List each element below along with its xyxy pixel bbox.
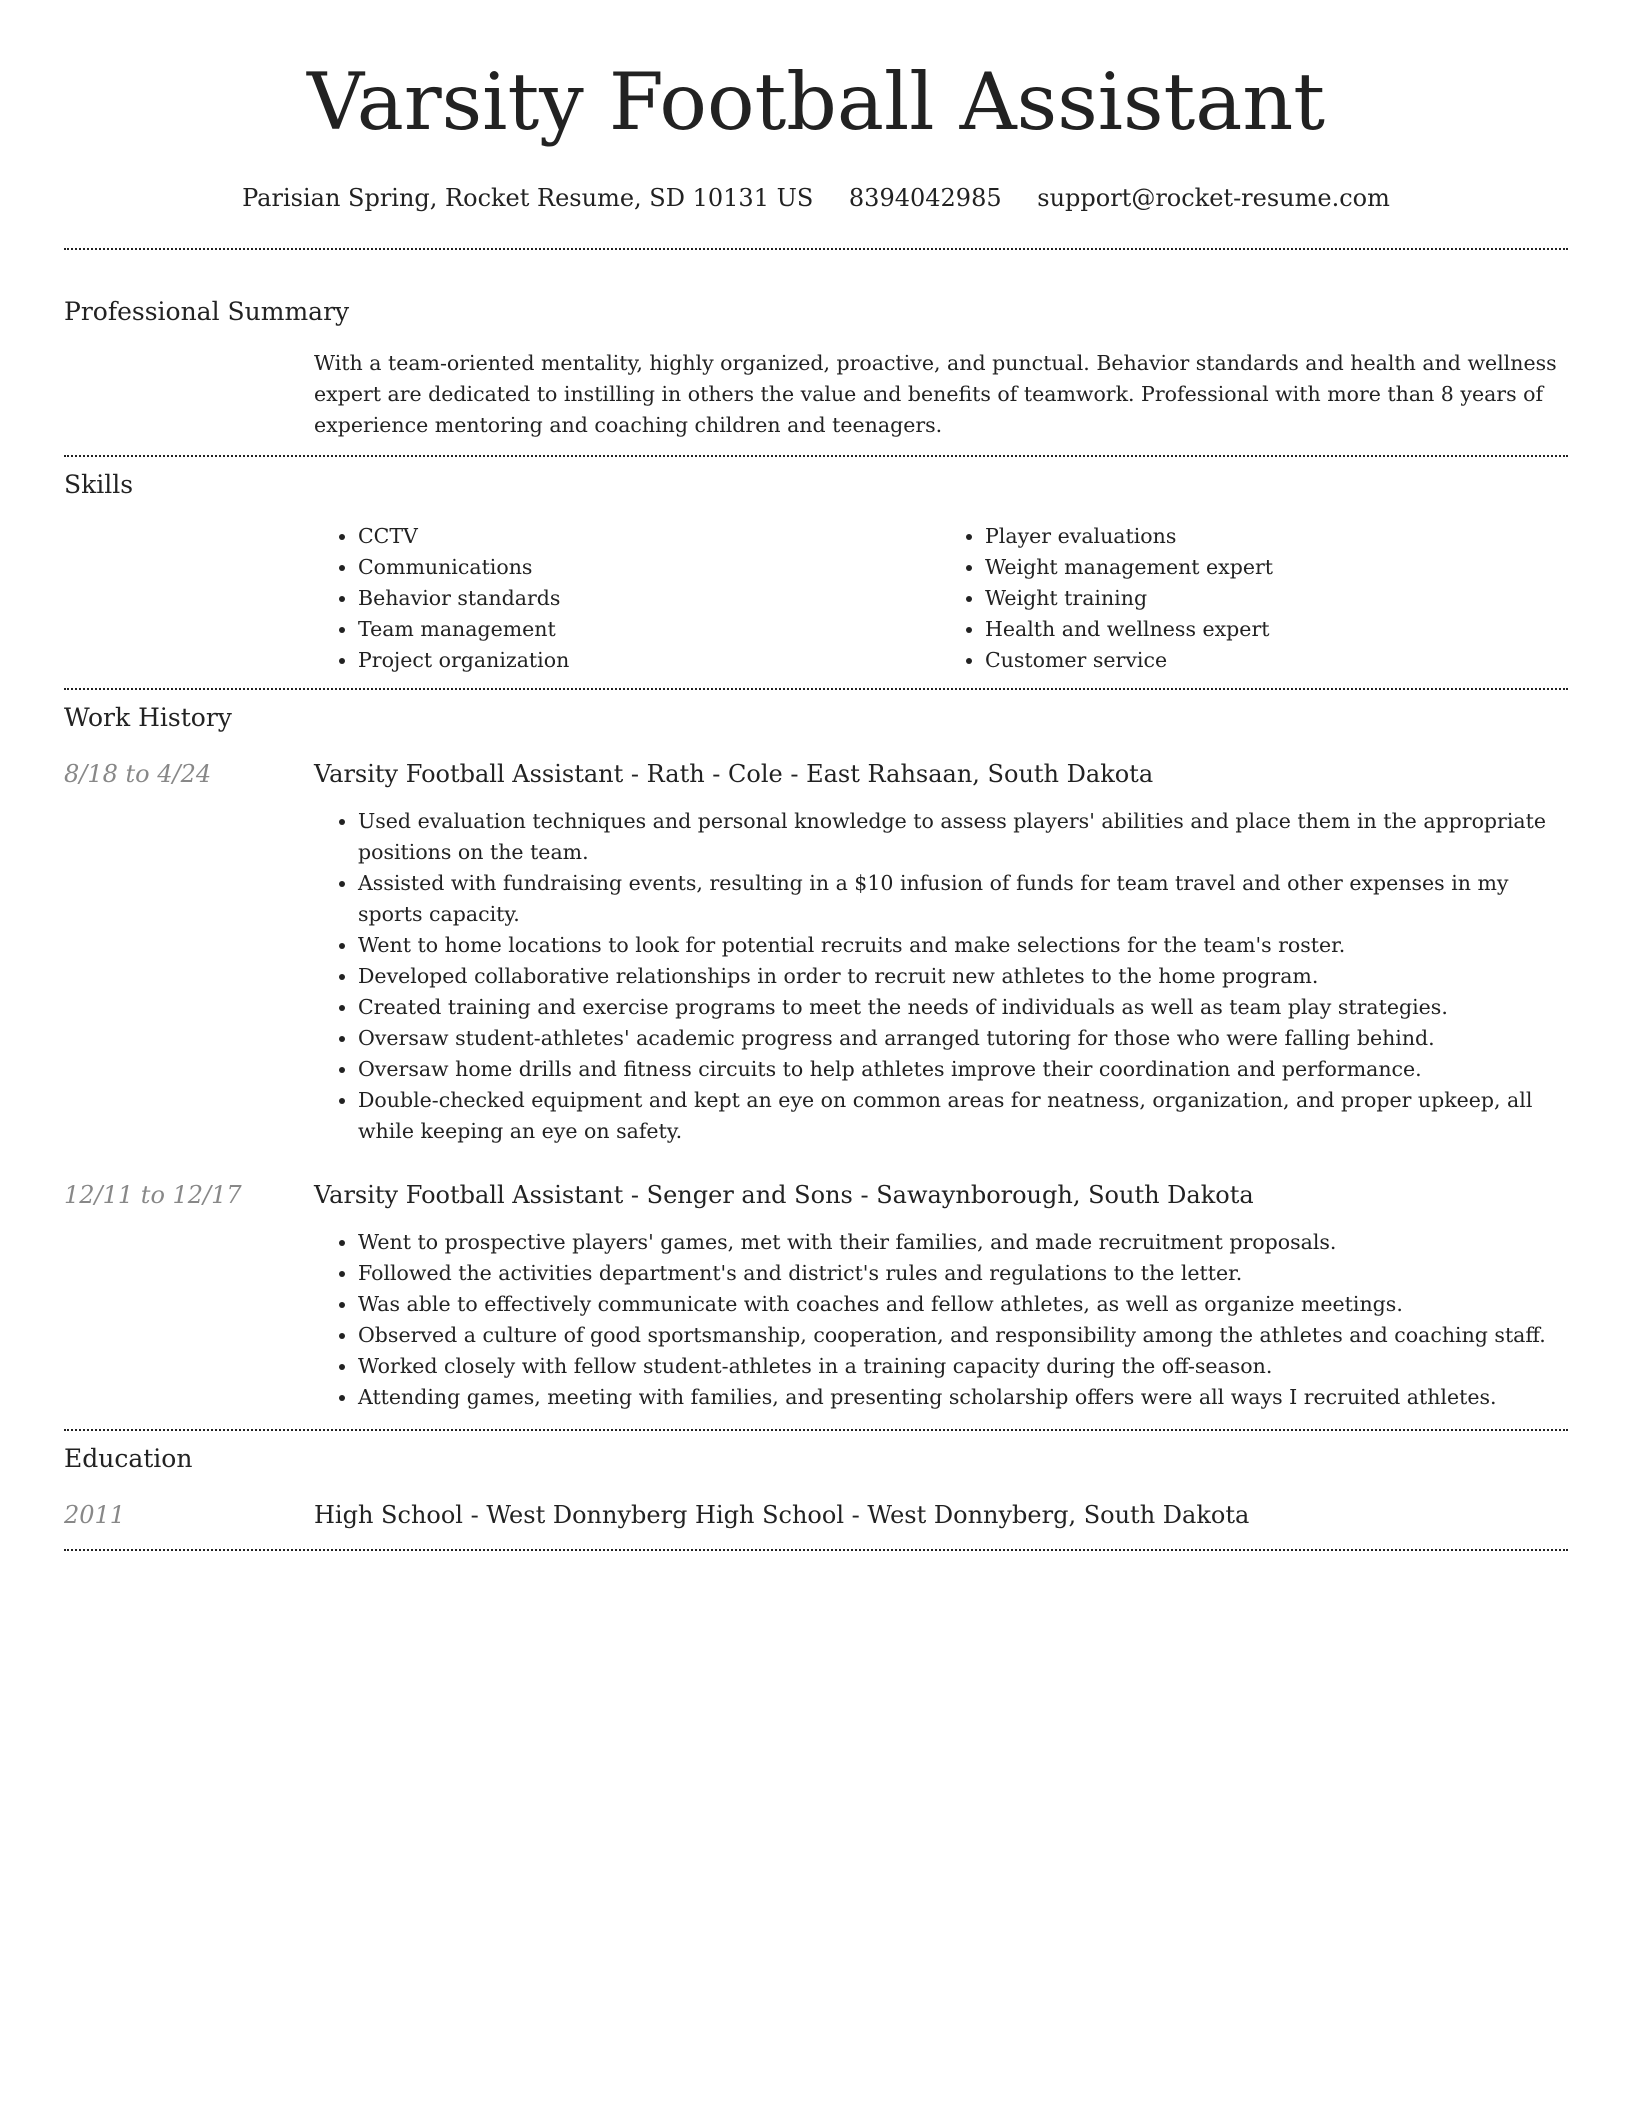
education-year: 2011 bbox=[64, 1501, 126, 1529]
skill-item: • Weight training bbox=[985, 583, 1568, 614]
summary-title: Professional Summary bbox=[64, 297, 350, 326]
contact-line bbox=[64, 182, 1568, 214]
job-bullet: • Oversaw home drills and fitness circuits to help athletes improve their coordination and performance. bbox=[358, 1054, 1568, 1085]
job-bullet: • Double-checked equipment and kept an eye on common areas for neatness, organization, and proper upkeep, all while keeping an eye on safety. bbox=[358, 1085, 1568, 1147]
skill-item: • Communications bbox=[358, 552, 941, 583]
skill-item: • Customer service bbox=[985, 645, 1568, 676]
job-bullet: • Was able to effectively communicate with coaches and fellow athletes, as well as organize meetings. bbox=[358, 1289, 1568, 1320]
job-bullet: • Went to prospective players' games, met with their families, and made recruitment proposals. bbox=[358, 1227, 1568, 1258]
skills-list-left bbox=[314, 521, 941, 676]
contact-address: Parisian Spring, Rocket Resume, SD 10131 US bbox=[242, 184, 814, 212]
job-heading: Varsity Football Assistant - Senger and Sons - Sawaynborough, South Dakota bbox=[314, 1181, 1254, 1209]
skill-item: • Health and wellness expert bbox=[985, 614, 1568, 645]
work-title: Work History bbox=[64, 703, 232, 732]
education-heading: High School - West Donnyberg High School - West Donnyberg, South Dakota bbox=[314, 1501, 1250, 1529]
job-bullet: • Observed a culture of good sportsmanship, cooperation, and responsibility among the athletes and coaching staff. bbox=[358, 1320, 1568, 1351]
divider bbox=[64, 1549, 1568, 1551]
job-bullet: • Used evaluation techniques and personal knowledge to assess players' abilities and place them in the appropriate positions on the team. bbox=[358, 806, 1568, 868]
divider bbox=[64, 248, 1568, 250]
skill-item: • Project organization bbox=[358, 645, 941, 676]
job-heading: Varsity Football Assistant - Rath - Cole - East Rahsaan, South Dakota bbox=[314, 760, 1154, 788]
education-title: Education bbox=[64, 1444, 193, 1473]
job-bullet: • Created training and exercise programs to meet the needs of individuals as well as team play strategies. bbox=[358, 992, 1568, 1023]
contact-email: support@rocket-resume.com bbox=[1037, 184, 1390, 212]
summary-text: With a team-oriented mentality, highly organized, proactive, and punctual. Behavior standards and health and wellness expert are dedicated to instilling in others the value and benefits of teamwork. Professional with more than 8 years of experience mentoring and coaching children and teenagers. bbox=[314, 351, 1557, 437]
education-entry bbox=[64, 1499, 1568, 1531]
skills-title: Skills bbox=[64, 470, 134, 499]
job-bullet: • Assisted with fundraising events, resulting in a $10 infusion of funds for team travel and other expenses in my sports capacity. bbox=[358, 868, 1568, 930]
skill-item: • Team management bbox=[358, 614, 941, 645]
resume-name: Varsity Football Assistant bbox=[306, 56, 1326, 148]
divider bbox=[64, 455, 1568, 457]
skill-item: • Player evaluations bbox=[985, 521, 1568, 552]
divider bbox=[64, 688, 1568, 690]
job-bullet: • Followed the activities department's and district's rules and regulations to the letter. bbox=[358, 1258, 1568, 1289]
job-entry bbox=[64, 1179, 1568, 1413]
job-bullets bbox=[314, 1227, 1568, 1413]
skill-item: • Weight management expert bbox=[985, 552, 1568, 583]
job-bullets bbox=[314, 806, 1568, 1147]
job-bullet: • Went to home locations to look for potential recruits and make selections for the team's roster. bbox=[358, 930, 1568, 961]
job-bullet: • Worked closely with fellow student-athletes in a training capacity during the off-season. bbox=[358, 1351, 1568, 1382]
education-section bbox=[64, 1443, 1568, 1531]
divider bbox=[64, 1429, 1568, 1431]
job-dates: 8/18 to 4/24 bbox=[64, 760, 212, 788]
job-bullet: • Attending games, meeting with families, and presenting scholarship offers were all ways I recruited athletes. bbox=[358, 1382, 1568, 1413]
skill-item: • CCTV bbox=[358, 521, 941, 552]
job-entry bbox=[64, 758, 1568, 1147]
contact-phone: 8394042985 bbox=[848, 184, 1002, 212]
work-section bbox=[64, 702, 1568, 1413]
job-bullet: • Developed collaborative relationships in order to recruit new athletes to the home program. bbox=[358, 961, 1568, 992]
job-dates: 12/11 to 12/17 bbox=[64, 1181, 242, 1209]
skills-grid bbox=[314, 521, 1568, 676]
skills-section bbox=[64, 469, 1568, 676]
resume-page bbox=[64, 0, 1568, 1551]
summary-section bbox=[64, 296, 1568, 441]
skills-list-right bbox=[941, 521, 1568, 676]
skill-item: • Behavior standards bbox=[358, 583, 941, 614]
job-bullet: • Oversaw student-athletes' academic progress and arranged tutoring for those who were falling behind. bbox=[358, 1023, 1568, 1054]
